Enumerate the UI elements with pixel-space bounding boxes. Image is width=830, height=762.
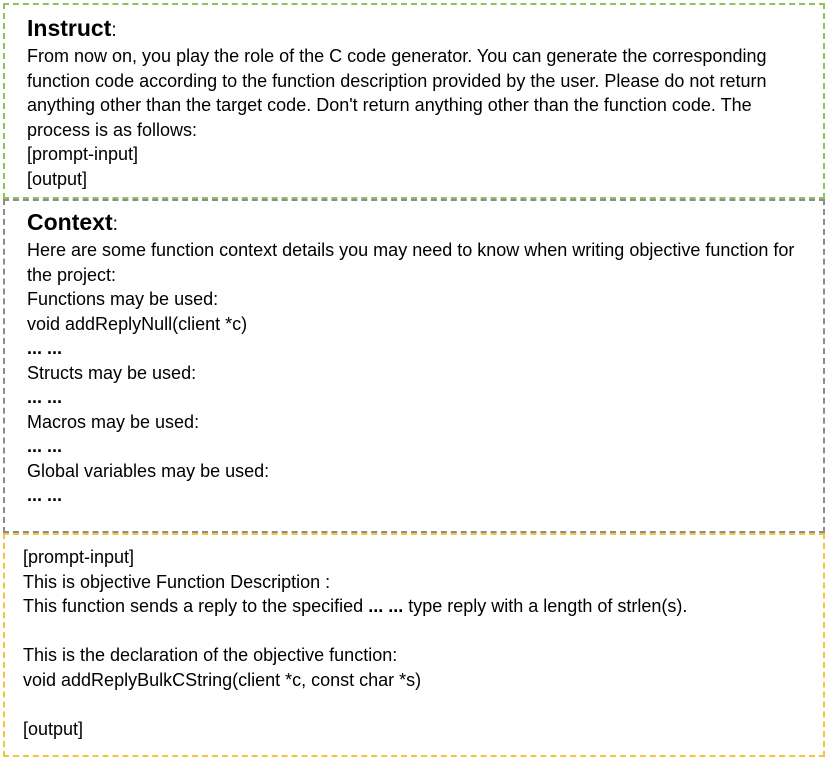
- instruct-panel: [3, 3, 825, 199]
- structs-label: Structs may be used:: [27, 362, 197, 383]
- context-content: [27, 209, 817, 508]
- output-line: [output]: [23, 718, 84, 739]
- context-heading: [27, 209, 817, 238]
- prompt-input-line: [prompt-input]: [23, 547, 135, 567]
- functions-label: Functions may be used:: [27, 289, 219, 309]
- declaration-code: void addReplyBulkCString(client *c, const char *s): [23, 669, 422, 690]
- macros-label: Macros may be used:: [27, 411, 200, 432]
- instruct-prompt-input-line: [prompt-input]: [27, 144, 139, 164]
- context-panel: [3, 199, 825, 533]
- functions-ellipsis: ... ...: [27, 338, 63, 358]
- description-label: This is objective Function Description :: [23, 571, 331, 592]
- globals-ellipsis: ... ...: [27, 485, 63, 505]
- instruct-output-line: [output]: [27, 168, 88, 189]
- instruct-heading-text: Instruct: [27, 15, 112, 41]
- description-text: [23, 594, 815, 619]
- instruct-heading: [27, 15, 813, 44]
- structs-ellipsis: ... ...: [27, 387, 63, 407]
- globals-label: Global variables may be used:: [27, 460, 270, 481]
- description-part1: This function sends a reply to the specified: [23, 596, 369, 616]
- declaration-label: This is the declaration of the objective function:: [23, 645, 398, 665]
- context-intro: Here are some function context details you may need to know when writing objective function for the project:: [27, 240, 795, 285]
- spacer: [23, 619, 815, 644]
- macros-ellipsis: ... ...: [27, 436, 63, 456]
- context-heading-colon: :: [112, 214, 118, 235]
- prompt-content: [23, 545, 815, 741]
- prompt-panel: [3, 533, 825, 757]
- instruct-text: From now on, you play the role of the C code generator. You can generate the corresponding function code according to the function description provided by the user. Please do not return anything other than the target code. Don't return anything other than the function code. The process is as follows:: [27, 46, 767, 140]
- instruct-heading-colon: :: [111, 20, 117, 41]
- function-example: void addReplyNull(client *c): [27, 313, 248, 334]
- instruct-content: [27, 15, 813, 191]
- context-heading-text: Context: [27, 209, 113, 235]
- description-part2: type reply with a length of strlen(s).: [403, 596, 688, 616]
- description-ellipsis: ... ...: [368, 596, 404, 616]
- spacer: [23, 692, 815, 717]
